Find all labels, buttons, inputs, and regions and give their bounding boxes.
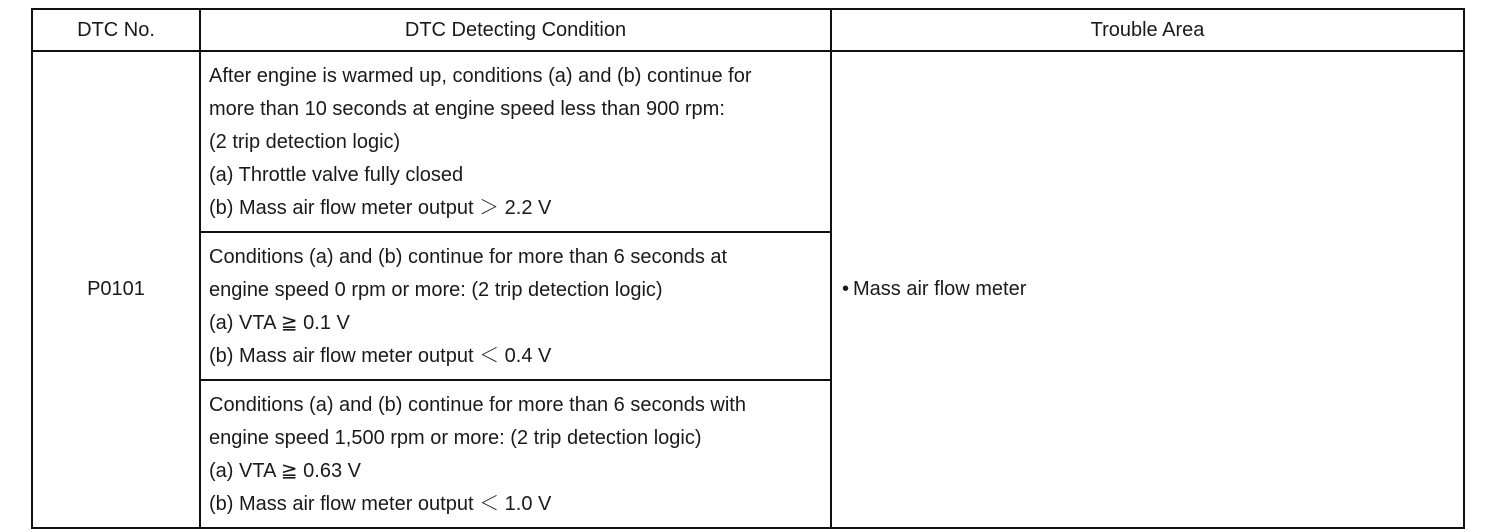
condition-line: (b) Mass air flow meter output ＞ 2.2 V	[209, 197, 552, 219]
header-trouble-area: Trouble Area	[831, 9, 1464, 51]
condition-line: After engine is warmed up, conditions (a) and (b) continue for	[209, 65, 752, 87]
condition-line: (a) Throttle valve fully closed	[209, 164, 464, 186]
condition-line: (a) VTA ≧ 0.63 V	[209, 460, 362, 482]
condition-line: Conditions (a) and (b) continue for more than 6 seconds at	[209, 246, 728, 268]
condition-line: (2 trip detection logic)	[209, 131, 401, 153]
trouble-area-item: Mass air flow meter	[853, 278, 1027, 300]
dtc-number-cell: P0101	[32, 51, 200, 528]
condition-line: engine speed 0 rpm or more: (2 trip detection logic)	[209, 279, 663, 301]
condition-line: engine speed 1,500 rpm or more: (2 trip detection logic)	[209, 427, 702, 449]
condition-line: (b) Mass air flow meter output ＜ 0.4 V	[209, 345, 552, 367]
condition-cell-2	[200, 232, 831, 380]
header-row	[32, 9, 1464, 51]
table-row	[32, 51, 1464, 232]
condition-line: more than 10 seconds at engine speed less than 900 rpm:	[209, 98, 725, 120]
condition-line: (b) Mass air flow meter output ＜ 1.0 V	[209, 493, 552, 515]
bullet-icon: •	[842, 278, 850, 300]
condition-cell-3	[200, 380, 831, 528]
dtc-table	[31, 8, 1465, 529]
condition-cell-1	[200, 51, 831, 232]
trouble-area-cell	[831, 51, 1464, 528]
condition-line: (a) VTA ≧ 0.1 V	[209, 312, 350, 334]
header-dtc-no: DTC No.	[32, 9, 200, 51]
condition-line: Conditions (a) and (b) continue for more than 6 seconds with	[209, 394, 746, 416]
header-condition: DTC Detecting Condition	[200, 9, 831, 51]
